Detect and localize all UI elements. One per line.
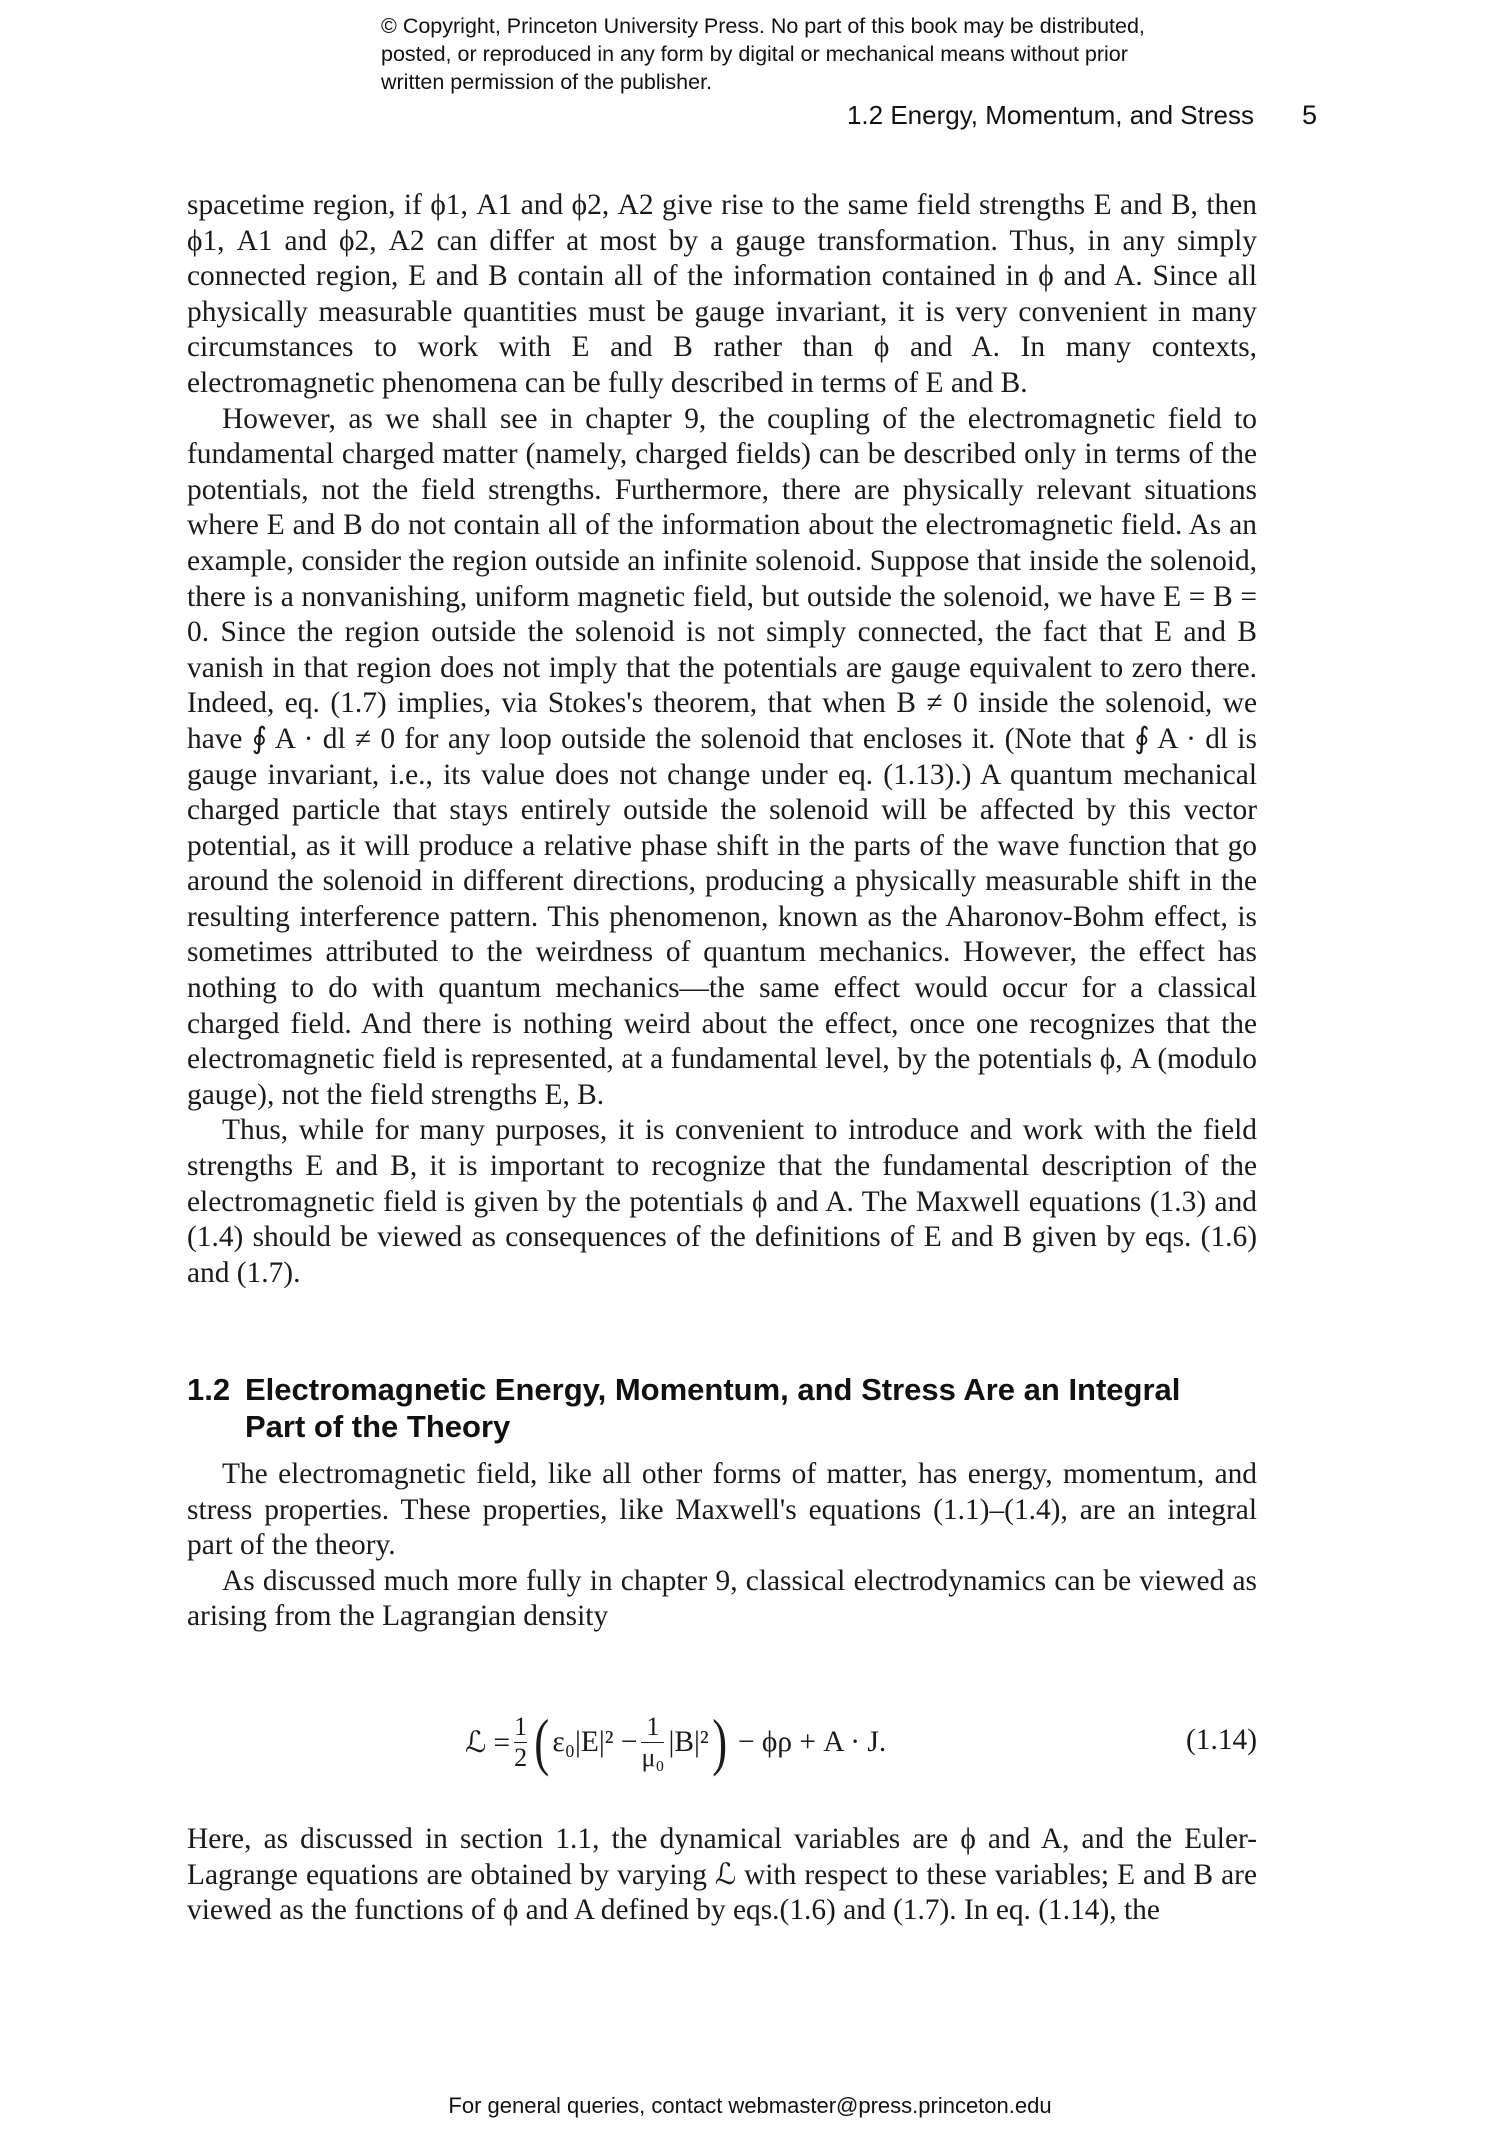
section-title-line2: Part of the Theory xyxy=(245,1409,511,1444)
paragraph: However, as we shall see in chapter 9, the coupling of the electromagnetic field to fundamental charged matter (namely, charged fields) can be described only in terms of the potentials, not the field strengths. Furthermore, there are physically relevant situations where E and B do not contain all of the information about the electromagnetic field. As an example, consider the region outside an infinite solenoid. Suppose that inside the solenoid, there is a nonvanishing, uniform magnetic field, but outside the solenoid, we have E = B = 0. Since the region outside the solenoid is not simply connected, the fact that E and B vanish in that region does not imply that the potentials are gauge equivalent to zero there. Indeed, eq. (1.7) implies, via Stokes's theorem, that when B ≠ 0 inside the solenoid, we have ∮ A · dl ≠ 0 for any loop outside the solenoid that encloses it. (Note that ∮ A · dl is gauge invariant, i.e., its value does not change under eq. (1.13).) A quantum mechanical charged particle that stays entirely outside the solenoid will be affected by this vector potential, as it will produce a relative phase shift in the parts of the wave function that go around the solenoid in different directions, producing a physically measurable shift in the resulting interference pattern. This phenomenon, known as the Aharonov-Bohm effect, is sometimes attributed to the weirdness of quantum mechanics. However, the effect has nothing to do with quantum mechanics—the same effect would occur for a classical charged field. And there is nothing weird about the effect, once one recognizes that the electromagnetic field is represented, at a fundamental level, by the potentials ϕ, A (modulo gauge), not the field strengths E, B. xyxy=(187,402,1257,1111)
equation-number: (1.14) xyxy=(1185,1724,1257,1756)
equation-formula xyxy=(465,1692,886,1792)
equation-term2: |B|² xyxy=(668,1725,709,1758)
equation-lhs: ℒ = xyxy=(465,1726,511,1759)
paragraph: The electromagnetic field, like all other forms of matter, has energy, momentum, and stress properties. These properties, like Maxwell's equations (1.1)–(1.4), are an integral part of the theory. xyxy=(187,1458,1257,1562)
right-paren: ) xyxy=(711,1706,727,1777)
paragraph: Thus, while for many purposes, it is convenient to introduce and work with the field strengths E and B, it is important to recognize that the fundamental description of the electromagnetic field is given by the potentials ϕ and A. The Maxwell equations (1.3) and (1.4) should be viewed as consequences of the definitions of E and B given by eqs. (1.6) and (1.7). xyxy=(187,1114,1257,1289)
page-number: 5 xyxy=(1302,100,1318,130)
fraction-numerator: 1 xyxy=(646,1711,660,1741)
copyright-notice: © Copyright, Princeton University Press. No part of this book may be distributed, posted, or reproduced in any form by digital or mechanical means without prior written permission of the publisher. xyxy=(381,14,1145,94)
fraction-mu xyxy=(641,1712,664,1773)
equation-rest: − ϕρ + A · J. xyxy=(737,1725,887,1758)
fraction-denominator: 2 xyxy=(514,1742,528,1772)
section-title-line1: Electromagnetic Energy, Momentum, and Stress Are an Integral xyxy=(245,1372,1181,1407)
fraction-half xyxy=(514,1712,527,1773)
closing-text xyxy=(187,1822,1257,1929)
equation-term1: ε₀|E|² − xyxy=(552,1725,638,1758)
fraction-denominator: μ₀ xyxy=(641,1742,665,1772)
section-heading xyxy=(187,1371,1257,1445)
fraction-numerator: 1 xyxy=(514,1711,528,1741)
section-body xyxy=(187,1457,1257,1635)
paragraph: As discussed much more fully in chapter 9, classical electrodynamics can be viewed as arising from the Lagrangian density xyxy=(187,1564,1257,1633)
section-number: 1.2 xyxy=(187,1372,231,1407)
paragraph: Here, as discussed in section 1.1, the dynamical variables are ϕ and A, and the Euler-Lagrange equations are obtained by varying ℒ with respect to these variables; E and B are viewed as the functions of ϕ and A defined by eqs.(1.6) and (1.7). In eq. (1.14), the xyxy=(187,1823,1257,1927)
body-text xyxy=(187,188,1257,1291)
left-paren: ( xyxy=(534,1706,550,1777)
running-head: 1.2 Energy, Momentum, and Stress xyxy=(846,100,1254,130)
equation-1-14 xyxy=(187,1692,1257,1792)
paragraph: spacetime region, if ϕ1, A1 and ϕ2, A2 give rise to the same field strengths E and B, then ϕ1, A1 and ϕ2, A2 can differ at most by a gauge transformation. Thus, in any simply connected region, E and B contain all of the information contained in ϕ and A. Since all physically measurable quantities must be gauge invariant, it is very convenient in many circumstances to work with E and B rather than ϕ and A. In many contexts, electromagnetic phenomena can be fully described in terms of E and B. xyxy=(187,189,1257,399)
footer: For general queries, contact webmaster@press.princeton.edu xyxy=(448,2093,1052,2118)
